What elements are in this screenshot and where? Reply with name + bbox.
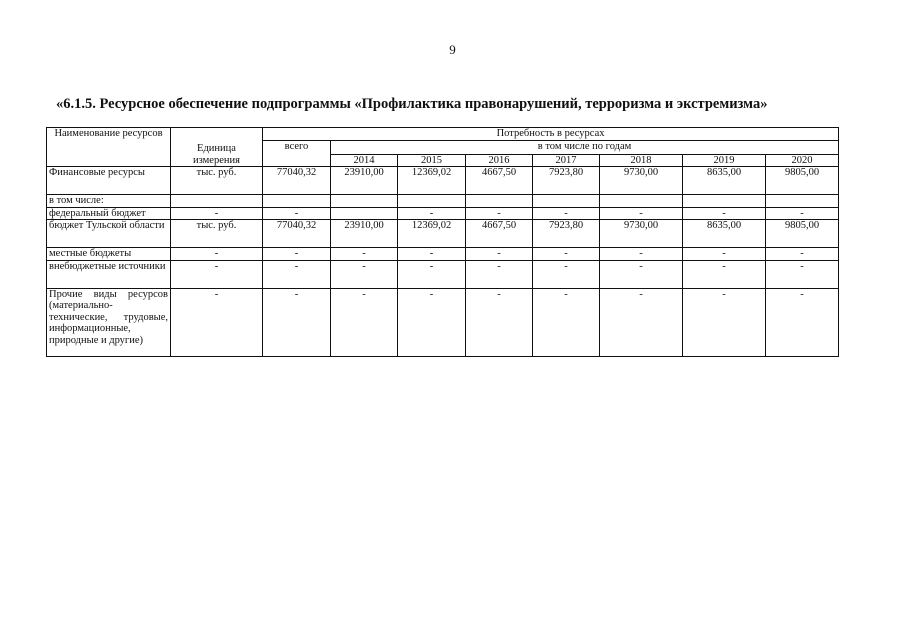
header-year: 2016 — [466, 154, 533, 167]
row-value: - — [533, 260, 600, 288]
row-value: 23910,00 — [331, 167, 398, 195]
header-year: 2019 — [683, 154, 766, 167]
row-value: 12369,02 — [398, 220, 466, 248]
row-total — [263, 195, 331, 208]
row-name: федеральный бюджет — [47, 207, 171, 220]
row-value: 23910,00 — [331, 220, 398, 248]
row-value: - — [766, 248, 839, 261]
row-value: - — [683, 260, 766, 288]
row-name: в том числе: — [47, 195, 171, 208]
table-row — [47, 248, 839, 261]
header-year: 2017 — [533, 154, 600, 167]
table-row — [47, 220, 839, 248]
row-value: - — [683, 207, 766, 220]
row-value: 8635,00 — [683, 167, 766, 195]
row-value — [398, 195, 466, 208]
row-name: Финансовые ресурсы — [47, 167, 171, 195]
row-unit — [171, 195, 263, 208]
row-unit: - — [171, 248, 263, 261]
row-value: 9730,00 — [600, 220, 683, 248]
header-by-years: в том числе по годам — [331, 140, 839, 154]
row-total: - — [263, 288, 331, 356]
row-value: - — [331, 248, 398, 261]
row-total: 77040,32 — [263, 220, 331, 248]
row-total: - — [263, 260, 331, 288]
row-name: Прочие виды ресурсов (материально-технические, трудовые, информационные, природные и другие) — [47, 288, 171, 356]
row-value: 4667,50 — [466, 220, 533, 248]
row-total: - — [263, 207, 331, 220]
row-value — [600, 195, 683, 208]
row-name: бюджет Тульской области — [47, 220, 171, 248]
row-value: - — [466, 288, 533, 356]
row-value: 7923,80 — [533, 220, 600, 248]
row-value: 9805,00 — [766, 167, 839, 195]
table-row — [47, 260, 839, 288]
row-value: - — [683, 288, 766, 356]
row-value — [766, 195, 839, 208]
resource-table — [46, 127, 839, 357]
header-year: 2020 — [766, 154, 839, 167]
header-need: Потребность в ресурсах — [263, 128, 839, 141]
row-value: 9730,00 — [600, 167, 683, 195]
row-value — [466, 195, 533, 208]
row-unit: тыс. руб. — [171, 167, 263, 195]
row-value: - — [766, 288, 839, 356]
row-value — [533, 195, 600, 208]
table-row — [47, 167, 839, 195]
row-value: - — [398, 288, 466, 356]
row-value: 9805,00 — [766, 220, 839, 248]
row-name: внебюджетные источники — [47, 260, 171, 288]
table-row — [47, 288, 839, 356]
header-year: 2014 — [331, 154, 398, 167]
row-value: - — [398, 260, 466, 288]
row-value: - — [766, 260, 839, 288]
row-value — [331, 195, 398, 208]
row-total: - — [263, 248, 331, 261]
row-unit: - — [171, 260, 263, 288]
header-total: всего — [263, 140, 331, 167]
row-value: 12369,02 — [398, 167, 466, 195]
row-value: - — [398, 207, 466, 220]
row-value: - — [398, 248, 466, 261]
row-value: - — [600, 260, 683, 288]
row-unit: тыс. руб. — [171, 220, 263, 248]
row-value — [331, 207, 398, 220]
header-year: 2015 — [398, 154, 466, 167]
header-year: 2018 — [600, 154, 683, 167]
row-value: - — [466, 207, 533, 220]
row-value: 8635,00 — [683, 220, 766, 248]
row-value: - — [533, 248, 600, 261]
table-row — [47, 195, 839, 208]
row-value: - — [466, 260, 533, 288]
row-value: - — [600, 207, 683, 220]
row-value: - — [766, 207, 839, 220]
row-value: 7923,80 — [533, 167, 600, 195]
header-name: Наименование ресурсов — [47, 128, 171, 167]
row-value: - — [331, 260, 398, 288]
row-total: 77040,32 — [263, 167, 331, 195]
row-name: местные бюджеты — [47, 248, 171, 261]
row-value: - — [600, 248, 683, 261]
table-row — [47, 207, 839, 220]
header-unit: Единица измерения — [171, 128, 263, 167]
row-value: 4667,50 — [466, 167, 533, 195]
section-heading: «6.1.5. Ресурсное обеспечение подпрограммы «Профилактика правонарушений, терроризма и экстремизма» — [56, 96, 768, 112]
row-value: - — [683, 248, 766, 261]
row-unit: - — [171, 207, 263, 220]
row-value: - — [533, 207, 600, 220]
row-value: - — [466, 248, 533, 261]
row-value — [683, 195, 766, 208]
row-value: - — [331, 288, 398, 356]
row-value: - — [533, 288, 600, 356]
page-number: 9 — [449, 42, 456, 57]
row-unit: - — [171, 288, 263, 356]
row-value: - — [600, 288, 683, 356]
